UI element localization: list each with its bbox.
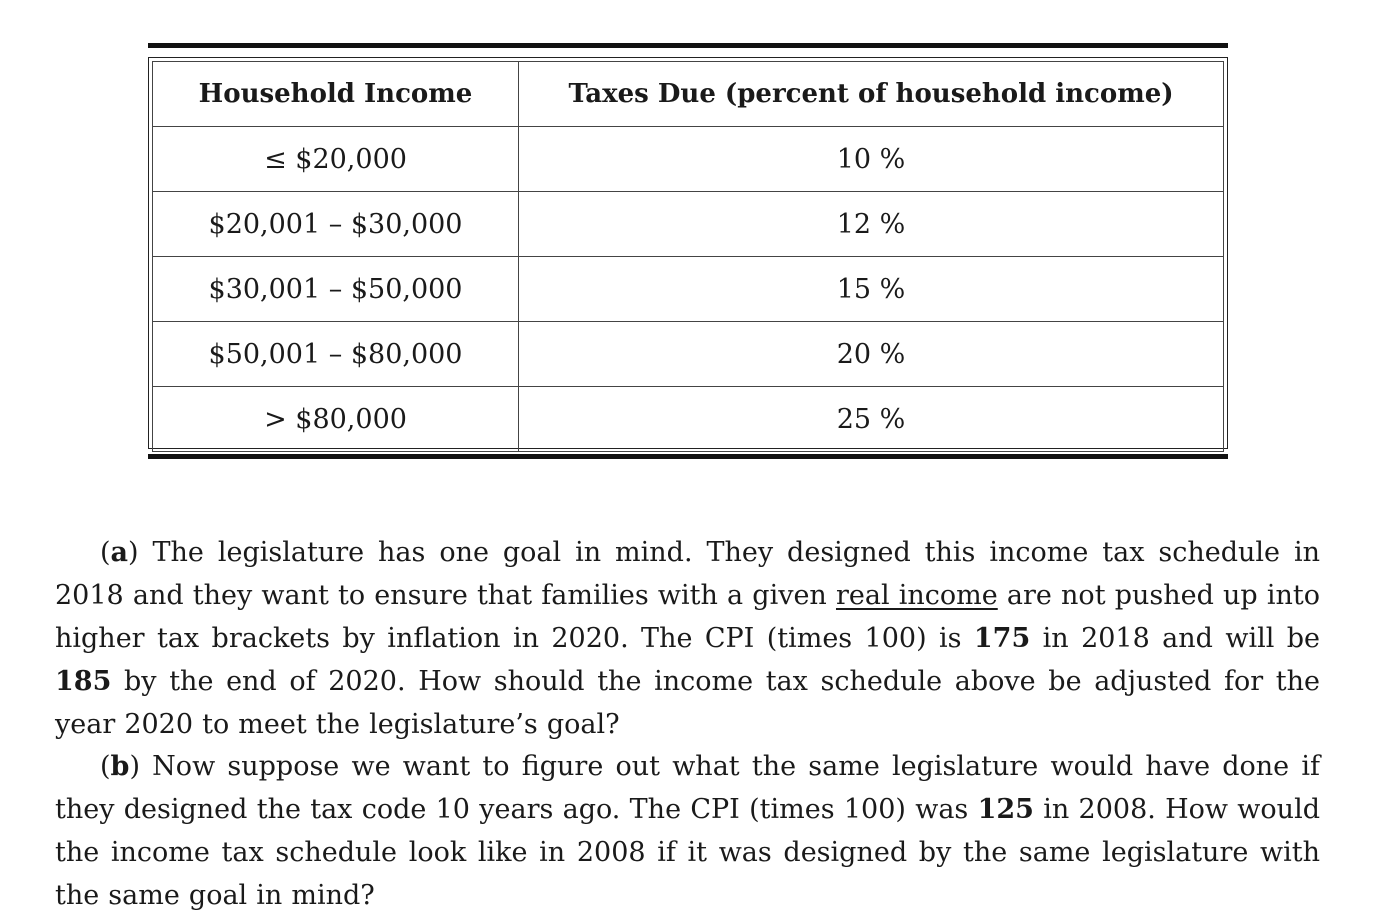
column-header-household-income: Household Income: [153, 62, 519, 127]
real-income-term: real income: [835, 580, 998, 611]
cpi-2020-value: 185: [55, 666, 112, 697]
tax-schedule-table: [152, 61, 1224, 452]
question-part-a: (a) The legislature has one goal in mind. They designed this income tax schedule in 2018 and they want to ensure that families with a given real income are not pushed up into higher tax brackets by inflation in 2020. The CPI (times 100) is 175 in 2018 and will be 185 by the end of 2020. How should the income tax schedule above be adjusted for the year 2020 to meet the legislature’s goal?: [55, 537, 1320, 740]
table-top-rule: [148, 43, 1228, 48]
table-row: [153, 387, 1224, 452]
tax-rate-cell: 20 %: [519, 322, 1224, 387]
part-a-label: a: [110, 537, 129, 568]
income-cell: ≤ $20,000: [153, 127, 519, 192]
income-cell: > $80,000: [153, 387, 519, 452]
cpi-2008-value: 125: [977, 794, 1034, 825]
tax-rate-cell: 12 %: [519, 192, 1224, 257]
table-row: [153, 322, 1224, 387]
table-row: [153, 192, 1224, 257]
income-cell: $20,001 – $30,000: [153, 192, 519, 257]
tax-schedule-table-frame: [148, 57, 1228, 449]
table-row: [153, 257, 1224, 322]
part-b-label: b: [110, 751, 130, 782]
income-cell: $50,001 – $80,000: [153, 322, 519, 387]
column-header-taxes-due: Taxes Due (percent of household income): [519, 62, 1224, 127]
tax-rate-cell: 15 %: [519, 257, 1224, 322]
table-row: [153, 127, 1224, 192]
table-header-row: [153, 62, 1224, 127]
income-cell: $30,001 – $50,000: [153, 257, 519, 322]
tax-rate-cell: 25 %: [519, 387, 1224, 452]
question-part-b: (b) Now suppose we want to figure out what the same legislature would have done if they designed the tax code 10 years ago. The CPI (times 100) was 125 in 2008. How would the income tax schedule look like in 2008 if it was designed by the same legislature with the same goal in mind?: [55, 751, 1320, 910]
tax-rate-cell: 10 %: [519, 127, 1224, 192]
table-bottom-rule: [148, 454, 1228, 459]
cpi-2018-value: 175: [973, 623, 1031, 654]
